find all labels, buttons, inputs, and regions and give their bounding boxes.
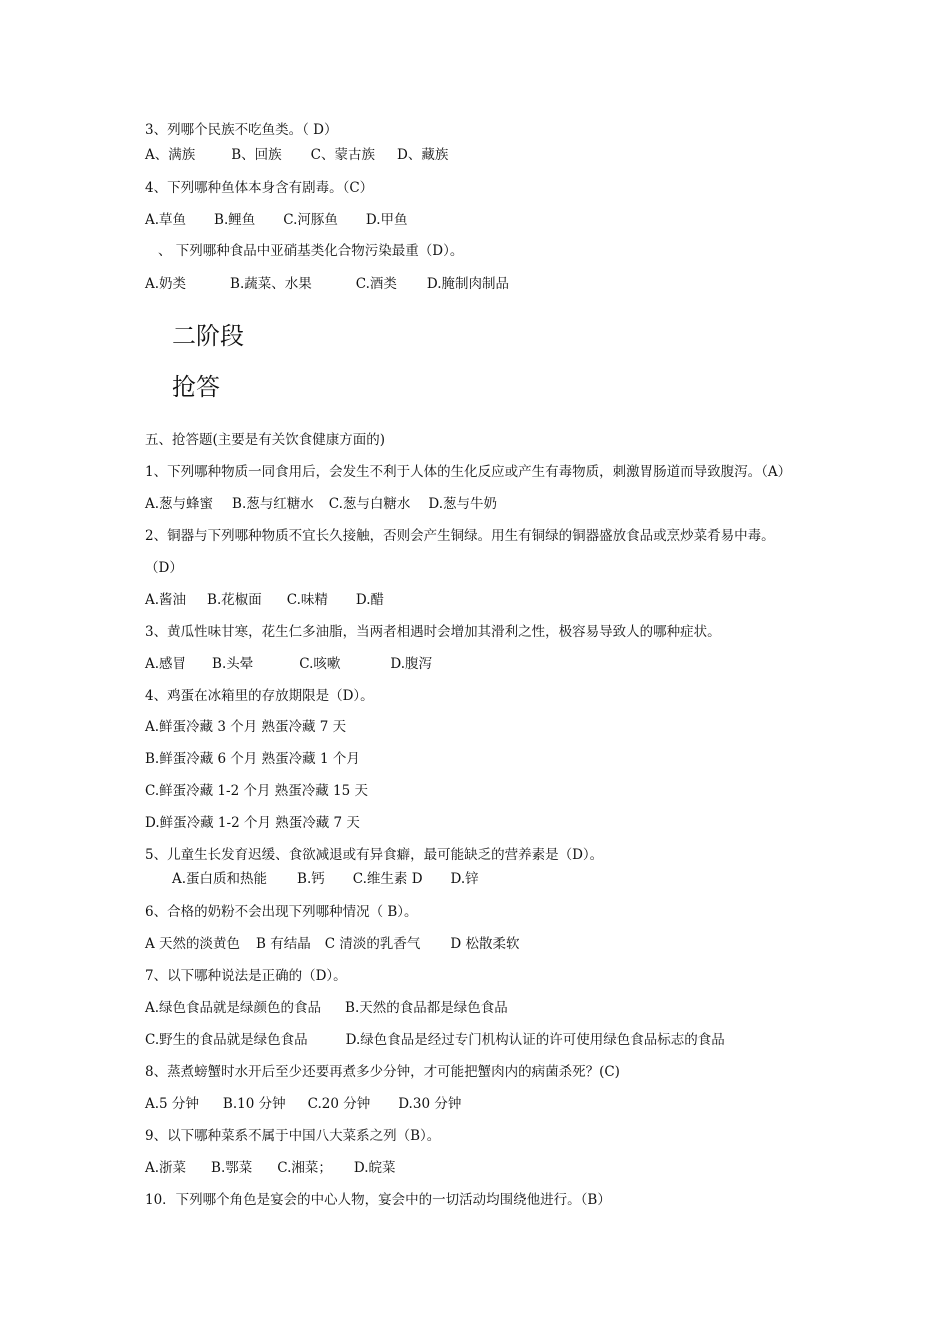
option-c: C 清淡的乳香气 [324,936,421,952]
option-d: D.醋 [355,592,385,608]
question-4-options [145,211,408,229]
question-3-text: 3、列哪个民族不吃鱼类。（ D） [145,122,338,138]
question-9-text: 9、以下哪种菜系不属于中国八大菜系之列（B）。 [145,1128,441,1144]
question-8-text: 8、蒸煮螃蟹时水开后至少还要再煮多少分钟，才可能把蟹肉内的病菌杀死？(C) [145,1064,620,1080]
option-c: C.野生的食品就是绿色食品 [145,1032,308,1048]
rush-heading: 抢答 [172,373,220,401]
question-9-options [145,1159,396,1177]
question-3-options [145,655,432,673]
option-b: B.10 分钟 [222,1096,286,1112]
question-1-options [145,495,497,513]
option-d: D.绿色食品是经过专门机构认证的许可使用绿色食品标志的食品 [345,1032,725,1048]
option-d: D.葱与牛奶 [428,496,498,512]
option-a: A 天然的淡黄色 [145,936,241,952]
option-d: D.锌 [450,871,479,887]
question-4-option-b: B.鲜蛋冷藏 6 个月 熟蛋冷藏 1 个月 [145,751,360,767]
section-intro: 五、抢答题(主要是有关饮食健康方面的) [145,432,386,448]
option-d: D.腌制肉制品 [426,276,510,292]
stage-heading: 二阶段 [172,322,244,350]
option-a: A.绿色食品就是绿颜色的食品 [145,1000,322,1016]
option-a: A.浙菜 [145,1160,187,1176]
option-c: C.湘菜； [277,1160,332,1176]
option-d: D 松散柔软 [450,936,520,952]
question-6-text: 6、合格的奶粉不会出现下列哪种情况（ B）。 [145,904,418,920]
option-a: A.葱与蜂蜜 [145,496,214,512]
option-b: B.天然的食品都是绿色食品 [345,1000,508,1016]
option-b: B.头晕 [212,656,254,672]
question-7-options-row2 [145,1031,725,1049]
option-b: B.钙 [297,871,325,887]
option-c: C.咳嗽 [299,656,341,672]
option-a: A.奶类 [145,276,187,292]
option-d: D.腹泻 [390,656,433,672]
question-6-options [145,935,520,953]
question-3-options [145,146,448,164]
question-4-option-d: D.鲜蛋冷藏 1-2 个月 熟蛋冷藏 7 天 [145,815,360,831]
question-4-option-a: A.鲜蛋冷藏 3 个月 熟蛋冷藏 7 天 [145,719,347,735]
option-a: A.蛋白质和热能 [172,871,268,887]
question-5-options [172,870,479,888]
question-4-text: 4、下列哪种鱼体本身含有剧毒。（C） [145,180,374,196]
question-5-text: 、 下列哪种食品中亚硝基类化合物污染最重（D）。 [158,243,464,259]
question-7-options-row1 [145,999,508,1017]
option-b: B、回族 [231,147,282,163]
question-3-text: 3、黄瓜性味甘寒，花生仁多油脂，当两者相遇时会增加其滑利之性，极容易导致人的哪种症状。 [145,624,721,640]
option-d: D.30 分钟 [398,1096,462,1112]
option-d: D、藏族 [397,147,449,163]
option-b: B.葱与红糖水 [232,496,314,512]
question-4-text: 4、鸡蛋在冰箱里的存放期限是（D）。 [145,688,374,704]
option-c: C.20 分钟 [307,1096,371,1112]
option-b: B.花椒面 [207,592,262,608]
option-a: A.5 分钟 [145,1096,199,1112]
question-1-text: 1、下列哪种物质一同食用后，会发生不利于人体的生化反应或产生有毒物质，刺激胃肠道而导致腹泻。（A） [145,464,792,480]
question-5-options [145,275,509,293]
question-8-options [145,1095,461,1113]
option-a: A.感冒 [145,656,187,672]
option-c: C.河豚鱼 [283,212,338,228]
question-2-text: 2、铜器与下列哪种物质不宜长久接触，否则会产生铜绿。用生有铜绿的铜器盛放食品或烹炒菜肴易中毒。 [145,528,775,544]
question-2-options [145,591,384,609]
option-d: D.皖菜 [353,1160,396,1176]
question-5-text: 5、儿童生长发育迟缓、食欲减退或有异食癖，最可能缺乏的营养素是（D）。 [145,847,604,863]
question-10-text: 10．下列哪个角色是宴会的中心人物，宴会中的一切活动均围绕他进行。（B） [145,1192,611,1208]
option-b: B.鲤鱼 [214,212,256,228]
option-c: C.味精 [286,592,328,608]
option-a: A.酱油 [145,592,187,608]
option-c: C.维生素 D [352,871,423,887]
option-b: B 有结晶 [256,936,311,952]
option-b: B.蔬菜、水果 [230,276,312,292]
question-2-answer: （D） [145,560,183,576]
option-a: A.草鱼 [145,212,187,228]
option-c: C.葱与白糖水 [328,496,411,512]
option-b: B.鄂菜 [211,1160,253,1176]
option-a: A、满族 [145,147,196,163]
question-4-option-c: C.鲜蛋冷藏 1-2 个月 熟蛋冷藏 15 天 [145,783,369,799]
option-c: C、蒙古族 [310,147,376,163]
option-d: D.甲鱼 [365,212,408,228]
option-c: C.酒类 [355,276,397,292]
question-7-text: 7、以下哪种说法是正确的（D）。 [145,968,347,984]
